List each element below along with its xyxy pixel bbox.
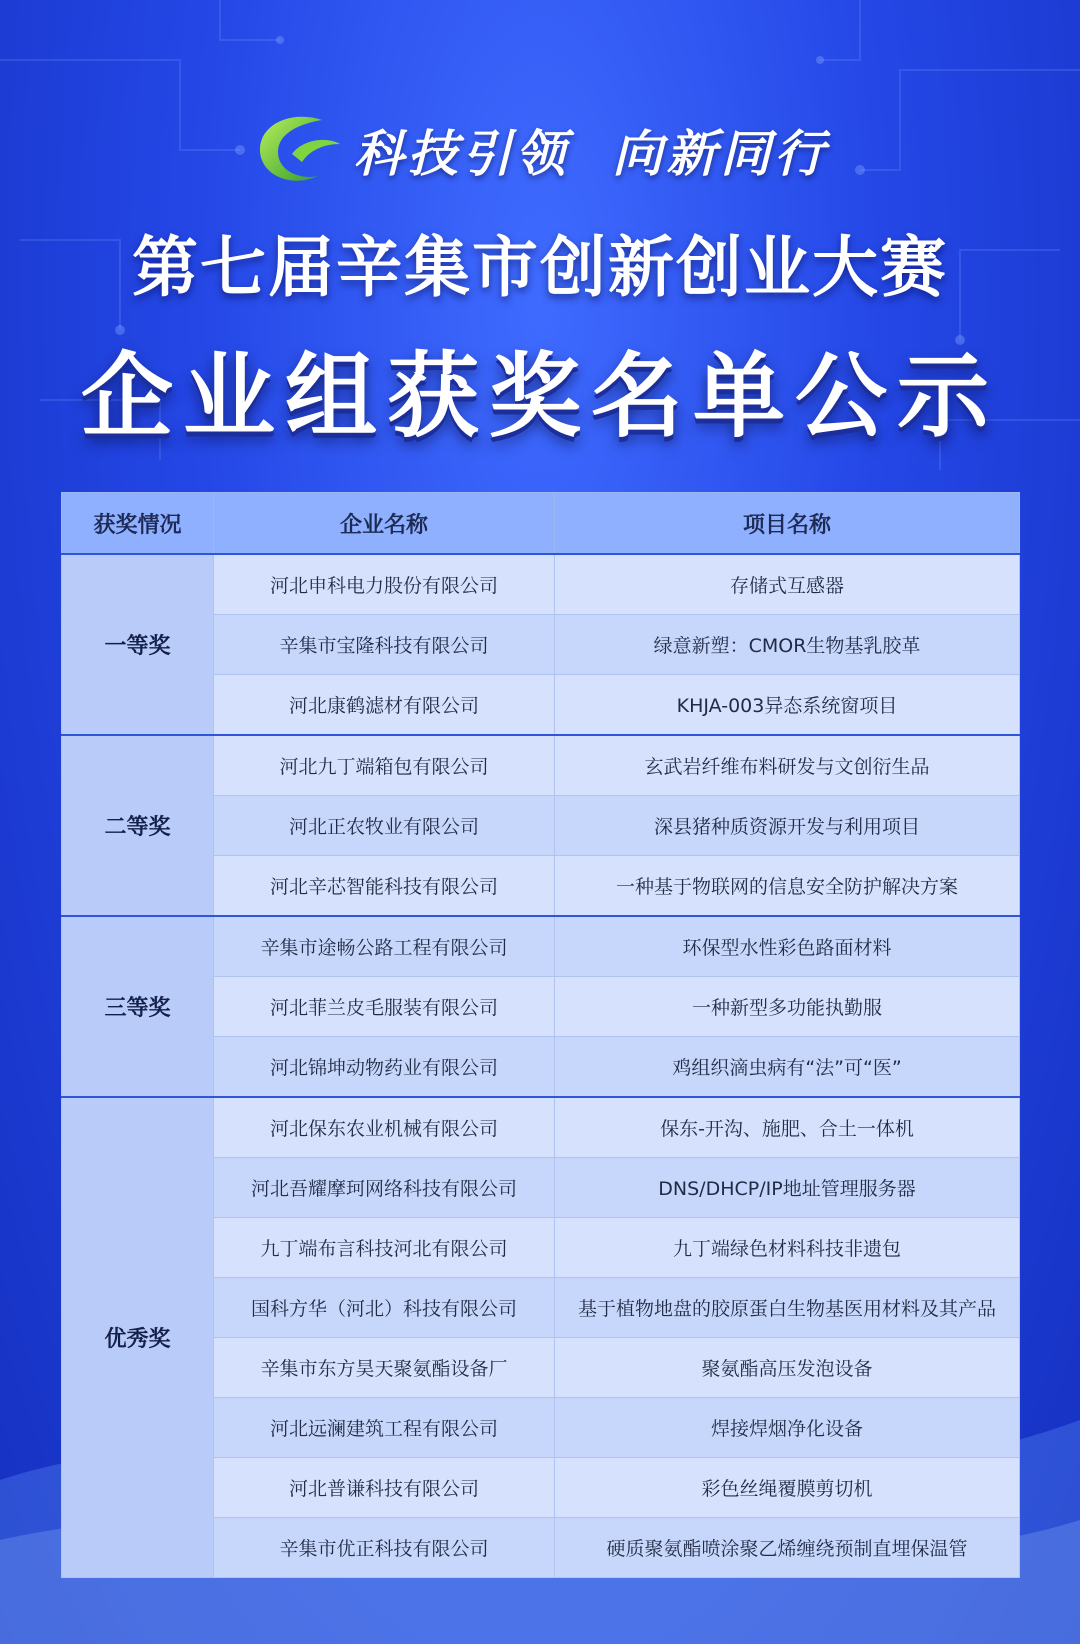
company-cell: 河北辛芯智能科技有限公司: [214, 856, 555, 917]
project-cell: 硬质聚氨酯喷涂聚乙烯缠绕预制直埋保温管: [555, 1518, 1020, 1578]
project-cell: 彩色丝绳覆膜剪切机: [555, 1458, 1020, 1518]
header: [0, 100, 1080, 455]
awards-table-container: [61, 492, 1019, 1578]
page-title: 第七届辛集市创新创业大赛: [132, 229, 948, 306]
prize-cell: 三等奖: [62, 916, 214, 1097]
table-row: [62, 1097, 1020, 1158]
prize-cell: 二等奖: [62, 735, 214, 916]
column-header-project: 项目名称: [555, 493, 1020, 555]
company-cell: 辛集市宝隆科技有限公司: [214, 615, 555, 675]
company-cell: 河北正农牧业有限公司: [214, 796, 555, 856]
company-cell: 河北申科电力股份有限公司: [214, 554, 555, 615]
company-cell: 国科方华（河北）科技有限公司: [214, 1278, 555, 1338]
company-cell: 河北保东农业机械有限公司: [214, 1097, 555, 1158]
project-cell: 一种基于物联网的信息安全防护解决方案: [555, 856, 1020, 917]
prize-cell: 一等奖: [62, 554, 214, 735]
column-header-prize: 获奖情况: [62, 493, 214, 555]
company-cell: 辛集市途畅公路工程有限公司: [214, 916, 555, 977]
table-row: [62, 735, 1020, 796]
project-cell: 九丁端绿色材料科技非遗包: [555, 1218, 1020, 1278]
project-cell: 玄武岩纤维布料研发与文创衍生品: [555, 735, 1020, 796]
company-cell: 河北吾耀摩珂网络科技有限公司: [214, 1158, 555, 1218]
project-cell: KHJA-003异态系统窗项目: [555, 675, 1020, 736]
project-cell: 焊接焊烟净化设备: [555, 1398, 1020, 1458]
company-cell: 河北菲兰皮毛服装有限公司: [214, 977, 555, 1037]
project-cell: DNS/DHCP/IP地址管理服务器: [555, 1158, 1020, 1218]
project-cell: 绿意新塑：CMOR生物基乳胶革: [555, 615, 1020, 675]
company-cell: 河北普谦科技有限公司: [214, 1458, 555, 1518]
column-header-company: 企业名称: [214, 493, 555, 555]
project-cell: 环保型水性彩色路面材料: [555, 916, 1020, 977]
company-cell: 辛集市优正科技有限公司: [214, 1518, 555, 1578]
project-cell: 聚氨酯高压发泡设备: [555, 1338, 1020, 1398]
company-cell: 河北远澜建筑工程有限公司: [214, 1398, 555, 1458]
company-cell: 河北康鹤滤材有限公司: [214, 675, 555, 736]
company-cell: 河北九丁端箱包有限公司: [214, 735, 555, 796]
green-c-swirl-logo-icon: [252, 110, 344, 190]
table-header-row: [62, 493, 1020, 555]
table-row: [62, 916, 1020, 977]
project-cell: 存储式互感器: [555, 554, 1020, 615]
page-subtitle: 企业组获奖名单公示: [80, 343, 999, 450]
project-cell: 一种新型多功能执勤服: [555, 977, 1020, 1037]
project-cell: 鸡组织滴虫病有“法”可“医”: [555, 1037, 1020, 1098]
project-cell: 基于植物地盘的胶原蛋白生物基医用材料及其产品: [555, 1278, 1020, 1338]
prize-cell: 优秀奖: [62, 1097, 214, 1578]
company-cell: 辛集市东方昊天聚氨酯设备厂: [214, 1338, 555, 1398]
awards-table: [61, 492, 1020, 1578]
table-row: [62, 554, 1020, 615]
slogan: 科技引领 向新同行: [353, 124, 829, 183]
slogan-row: [0, 100, 1080, 200]
company-cell: 河北锦坤动物药业有限公司: [214, 1037, 555, 1098]
project-cell: 保东-开沟、施肥、合土一体机: [555, 1097, 1020, 1158]
company-cell: 九丁端布言科技河北有限公司: [214, 1218, 555, 1278]
project-cell: 深县猪种质资源开发与利用项目: [555, 796, 1020, 856]
